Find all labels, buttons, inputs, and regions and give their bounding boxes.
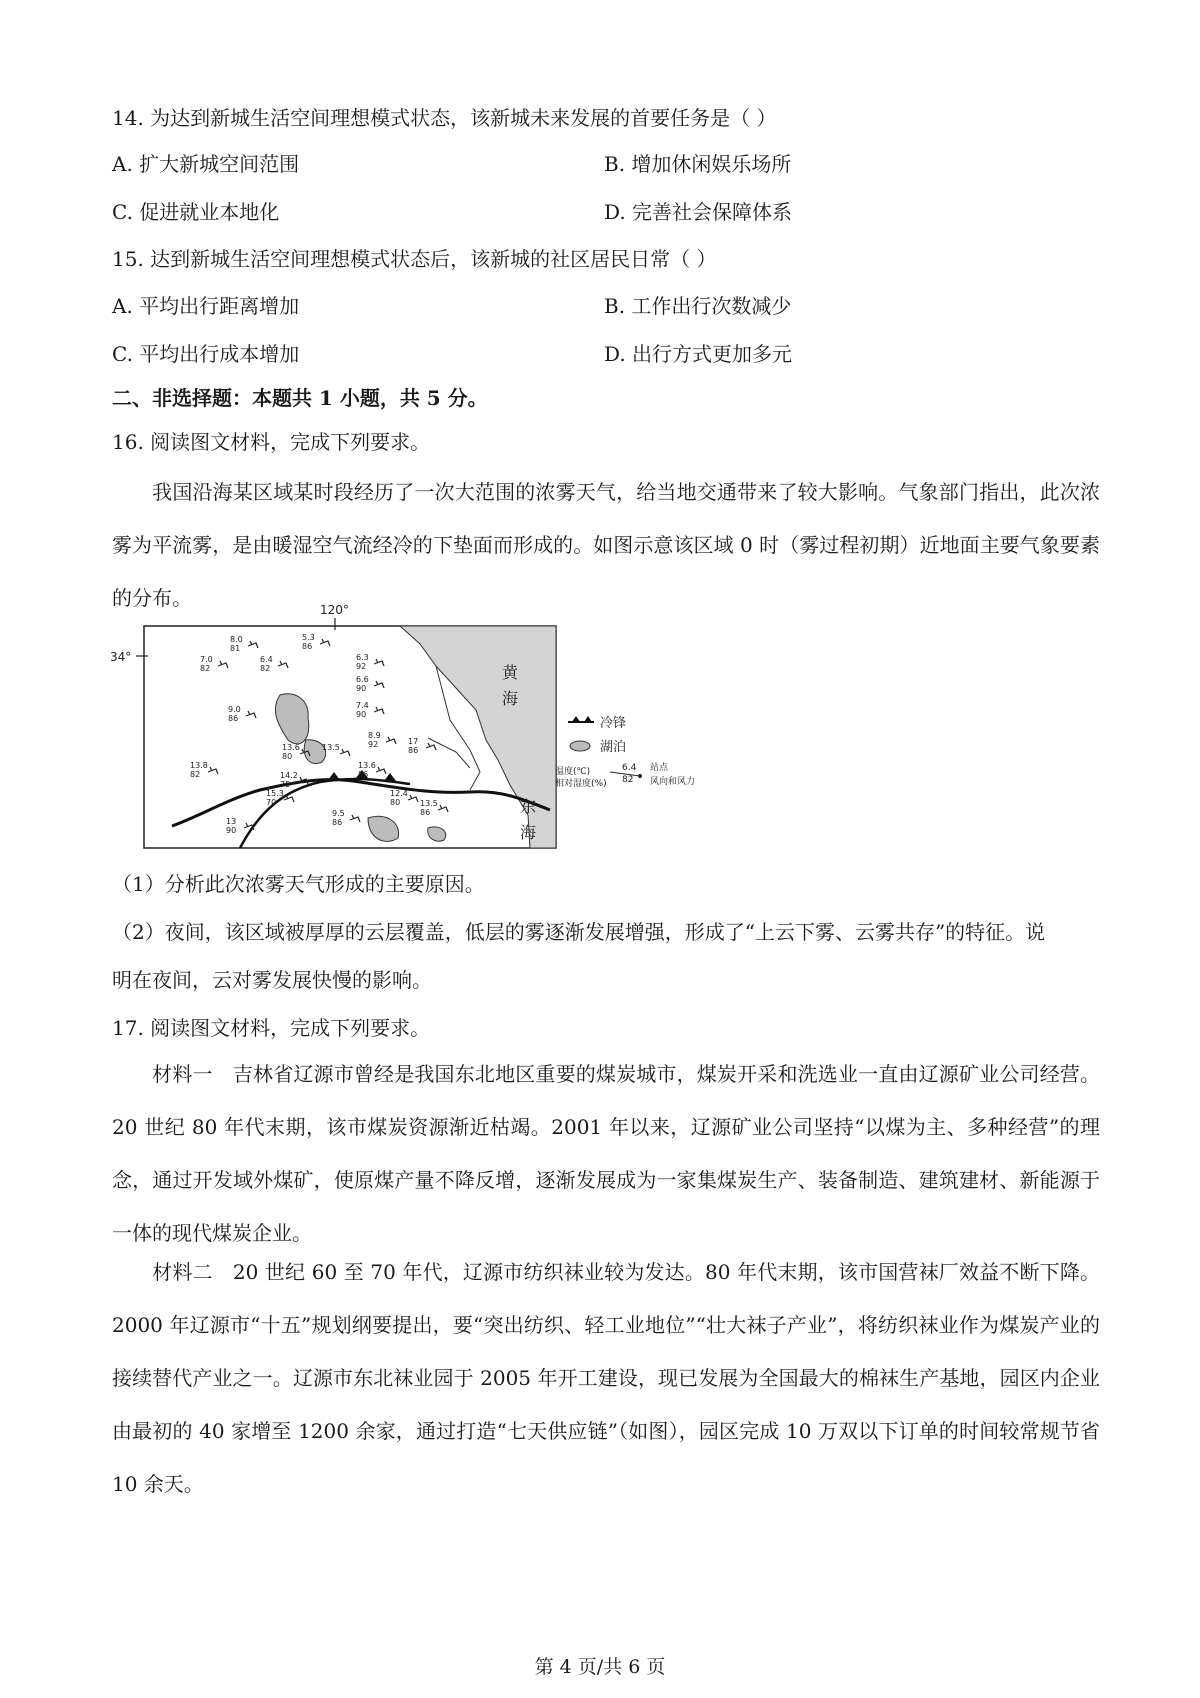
station-humidity: 80	[390, 798, 401, 807]
station-temperature: 5.3	[302, 633, 315, 642]
station-temperature: 6.3	[356, 653, 369, 662]
station-humidity: 75	[280, 780, 291, 789]
station-humidity: 90	[226, 826, 237, 835]
legend-station-label: 站点	[650, 763, 669, 773]
q15-option-a: A. 平均出行距离增加	[112, 294, 300, 318]
station-humidity: 82	[190, 770, 201, 779]
legend-temp-label: 温度(℃)	[555, 767, 591, 777]
station-temperature: 13.6	[282, 743, 300, 752]
station-temperature: 8.0	[230, 635, 243, 644]
station-temperature: 12.4	[390, 789, 408, 798]
station-humidity: 86	[408, 746, 419, 755]
station-temperature: 17	[408, 737, 419, 746]
q16-material-text: 我国沿海某区域某时段经历了一次大范围的浓雾天气，给当地交通带来了较大影响。气象部门指出，此次浓雾为平流雾，是由暖湿空气流经冷的下垫面而形成的。如图示意该区域 0 时（雾过程初期）近地面主要气象要素的分布。	[112, 480, 1100, 610]
station-temperature: 8.9	[368, 731, 381, 740]
station-temperature: 7.4	[356, 701, 369, 710]
yellow-sea-label-2: 海	[502, 689, 519, 708]
station-humidity: 80	[282, 752, 293, 761]
station-humidity: 82	[260, 664, 271, 673]
q16-sub2-line2: 明在夜间，云对雾发展快慢的影响。	[112, 968, 432, 992]
q17-material2-text: 材料二 20 世纪 60 至 70 年代，辽源市纺织袜业较为发达。80 年代末期，该市国营袜厂效益不断下降。2000 年辽源市“十五”规划纲要提出，要“突出纺织、轻工业地位”“壮大袜子产业”，将纺织袜业作为煤炭产业的接续替代产业之一。辽源市东北袜业园于 2005 年开工建设，现已发展为全国最大的棉袜生产基地，园区内企业由最初的 40 家增至 1200 余家，通过打造“七天供应链”（如图），园区完成 10 万双以下订单的时间较常规节省 10 余天。	[112, 1260, 1100, 1496]
q17-material2	[112, 1246, 1100, 1511]
q16-sub2-line1: （2）夜间，该区域被厚厚的云层覆盖，低层的雾逐渐发展增强，形成了“上云下雾、云雾共存”的特征。说	[112, 920, 1046, 944]
station-temperature: 13.5	[420, 799, 438, 808]
q15-stem: 15. 达到新城生活空间理想模式状态后，该新城的社区居民日常（ ）	[112, 247, 717, 271]
station-humidity: 90	[356, 710, 367, 719]
section-heading: 二、非选择题：本题共 1 小题，共 5 分。	[112, 386, 488, 410]
station-humidity: 86	[358, 770, 369, 779]
station-temperature: 9.0	[228, 705, 241, 714]
yellow-sea-label-1: 黄	[502, 663, 519, 682]
station-humidity: 86	[228, 714, 239, 723]
legend-humidity-label: 相对湿度(%)	[555, 779, 607, 789]
legend-lake-label: 湖泊	[600, 740, 627, 755]
station-temperature: 13.5	[322, 743, 340, 752]
q14-option-a: A. 扩大新城空间范围	[112, 152, 300, 176]
station-humidity: 81	[230, 644, 241, 653]
weather-map-figure	[110, 600, 790, 860]
q16-sub1: （1）分析此次浓雾天气形成的主要原因。	[112, 872, 485, 896]
station-temperature: 13	[226, 817, 237, 826]
q14-stem: 14. 为达到新城生活空间理想模式状态，该新城未来发展的首要任务是（ ）	[112, 106, 777, 130]
q15-option-c: C. 平均出行成本增加	[112, 342, 300, 366]
station-humidity: 82	[200, 664, 211, 673]
station-humidity: 70	[266, 798, 277, 807]
station-humidity: 86	[332, 818, 343, 827]
station-temperature: 6.6	[356, 675, 369, 684]
legend-sample-t: 6.4	[622, 763, 637, 773]
station-humidity: 86	[302, 642, 313, 651]
legend-wind-label: 风向和风力	[650, 777, 696, 787]
q17-material1-text: 材料一 吉林省辽源市曾经是我国东北地区重要的煤炭城市，煤炭开采和洗选业一直由辽源矿业公司经营。20 世纪 80 年代末期，该市煤炭资源渐近枯竭。2001 年以来，辽源矿业公司坚持“以煤为主、多种经营”的理念，通过开发域外煤矿，使原煤产量不降反增，逐渐发展成为一家集煤炭生产、装备制造、建筑建材、新能源于一体的现代煤炭企业。	[112, 1062, 1100, 1245]
q17-stem: 17. 阅读图文材料，完成下列要求。	[112, 1016, 431, 1040]
station-temperature: 9.5	[332, 809, 345, 818]
q14-option-c: C. 促进就业本地化	[112, 200, 280, 224]
q17-material1	[112, 1048, 1100, 1260]
station-temperature: 13.8	[190, 761, 208, 770]
legend-sample-h: 82	[622, 775, 634, 785]
q16-stem: 16. 阅读图文材料，完成下列要求。	[112, 430, 431, 454]
legend-front-label: 冷锋	[600, 716, 627, 731]
q14-option-d: D. 完善社会保障体系	[604, 200, 793, 224]
station-temperature: 14.2	[280, 771, 298, 780]
east-sea-label-1: 东	[520, 797, 537, 816]
q15-option-b: B. 工作出行次数减少	[604, 294, 792, 318]
page-footer: 第 4 页/共 6 页	[534, 1656, 666, 1678]
station-temperature: 13.6	[358, 761, 376, 770]
station-temperature: 15.3	[266, 789, 284, 798]
lon-label: 120°	[320, 603, 349, 617]
lat-label: 34°	[110, 650, 132, 664]
q15-option-d: D. 出行方式更加多元	[604, 342, 793, 366]
weather-map	[110, 600, 790, 860]
station-temperature: 6.4	[260, 655, 273, 664]
east-sea-label-2: 海	[520, 823, 537, 842]
station-humidity: 92	[368, 740, 379, 749]
map-legend	[555, 715, 695, 789]
station-temperature: 7.0	[200, 655, 213, 664]
station-humidity: 90	[356, 684, 367, 693]
legend-lake-symbol	[570, 741, 590, 751]
station-humidity: 86	[420, 808, 431, 817]
q14-option-b: B. 增加休闲娱乐场所	[604, 152, 792, 176]
station-humidity: 92	[356, 662, 367, 671]
